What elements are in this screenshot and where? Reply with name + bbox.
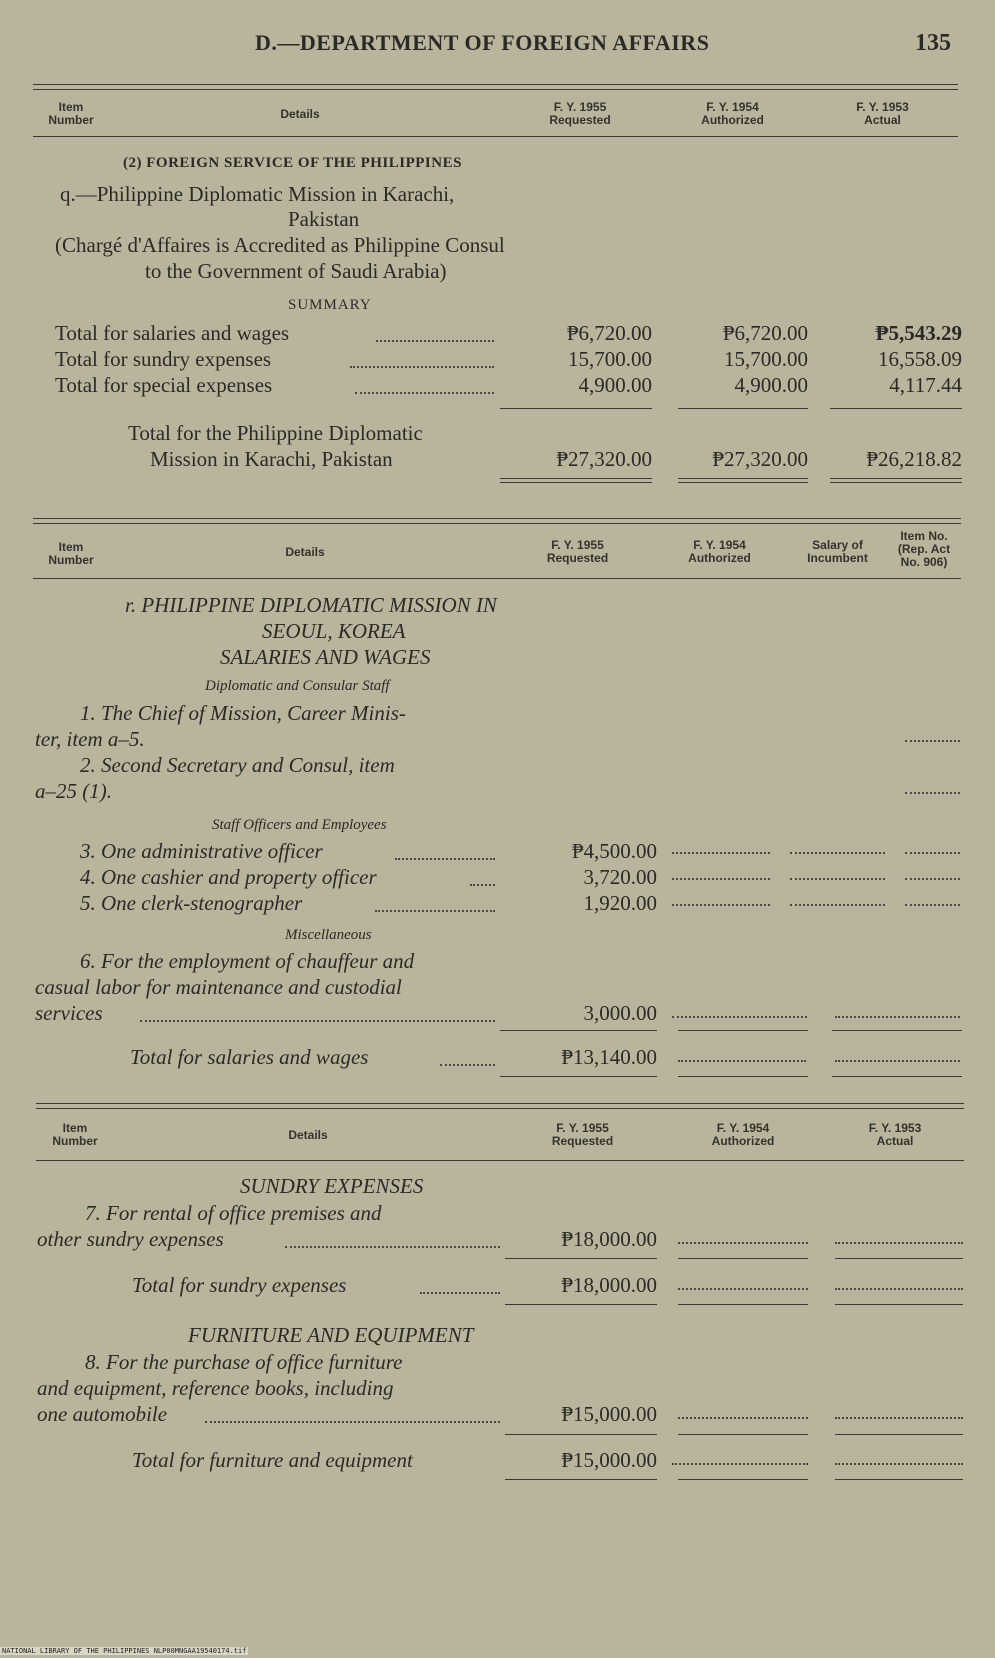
section-q-title-line2: Pakistan [288,207,360,231]
item3-amount: ₱4,500.00 [571,839,657,863]
leader-dots [835,1463,963,1465]
leader-dots [835,1242,963,1244]
total-rule [678,1479,808,1480]
item6-line1: 6. For the employment of chauffeur and [80,949,415,973]
subtotal-rule [832,1030,962,1031]
leader-dots [672,1016,807,1018]
summary-row-label: Total for salaries and wages [55,321,290,345]
item6-amount: 3,000.00 [583,1001,657,1025]
col-fy1953 [825,101,940,127]
col-item-no-line1: Item No. [900,529,948,543]
leader-dots [678,1417,808,1419]
item2-line1: 2. Second Secretary and Consul, item [80,753,395,777]
col-fy1954-line2: Authorized [711,1134,775,1148]
table1-header-rule [33,136,958,137]
leader-dots [375,910,495,912]
item1-line2: ter, item a–5. [35,727,145,751]
diplomatic-staff-heading: Diplomatic and Consular Staff [205,678,390,694]
item8-line3: one automobile [37,1402,168,1426]
col-item-no-rep-act [884,530,964,569]
section-q-note-line1: (Chargé d'Affaires is Accredited as Philippine Consul [55,233,505,257]
furniture-heading: FURNITURE AND EQUIPMENT [188,1323,474,1347]
header-rule-top [33,84,958,85]
leader-dots [420,1292,500,1294]
salaries-total-label: Total for salaries and wages [130,1045,369,1069]
col-item-number [36,541,106,567]
summary-amount: 4,900.00 [578,373,652,397]
summary-amount: 15,700.00 [724,347,808,371]
col-item-number-line1: Item [58,100,84,114]
col-item-number-line2: Number [52,1134,98,1148]
section-q-total-line2: Mission in Karachi, Pakistan [150,447,393,471]
summary-amount: ₱6,720.00 [566,321,652,345]
leader-dots [678,1060,806,1062]
sundry-heading: SUNDRY EXPENSES [240,1174,424,1198]
col-details: Details [285,545,325,559]
col-fy1955-line1: F. Y. 1955 [553,100,607,114]
col-fy1953 [840,1122,950,1148]
col-fy1954-line2: Authorized [701,113,764,127]
col-fy1953-line2: Actual [876,1134,914,1148]
table3-rule-top [36,1103,964,1104]
item6-line3: services [35,1001,103,1025]
col-details: Details [288,1128,328,1142]
col-fy1954-line1: F. Y. 1954 [693,538,746,552]
item7-line1: 7. For rental of office premises and [85,1201,382,1225]
col-salary-incumbent-line1: Salary of [812,538,863,552]
summary-row-label: Total for sundry expenses [55,347,272,371]
total-double-rule [678,478,808,483]
section-q-note-line2: to the Government of Saudi Arabia) [145,259,447,283]
subtotal-rule [500,1030,657,1031]
summary-amount: 4,900.00 [734,373,808,397]
miscellaneous-heading: Miscellaneous [285,927,372,943]
col-fy1954 [667,539,772,565]
summary-total-amount: ₱26,218.82 [866,447,962,471]
subtotal-rule [678,1434,808,1435]
section-q-title-line1: q.—Philippine Diplomatic Mission in Karachi, [60,182,455,206]
col-fy1954-line2: Authorized [688,551,751,565]
total-rule [500,1076,657,1077]
col-fy1953-line1: F. Y. 1953 [856,100,909,114]
col-fy1955-line2: Requested [546,551,609,565]
col-fy1955-line1: F. Y. 1955 [551,538,604,552]
total-rule [835,1479,963,1480]
item2-line2: a–25 (1). [35,779,112,803]
leader-dots [678,1288,808,1290]
leader-dots [678,1242,808,1244]
col-fy1955-line2: Requested [549,113,611,127]
leader-dots [470,884,495,886]
summary-amount: ₱6,720.00 [722,321,808,345]
item6-line2: casual labor for maintenance and custodial [35,975,402,999]
col-fy1955 [520,539,635,565]
leader-dots [835,1288,963,1290]
item8-line2: and equipment, reference books, including [37,1376,394,1400]
section-r-subheading: SALARIES AND WAGES [220,645,431,669]
leader-dots [905,878,960,880]
staff-officers-heading: Staff Officers and Employees [212,817,387,833]
col-item-number-line1: Item [58,540,84,554]
leader-dots [376,340,494,342]
item1-line1: 1. The Chief of Mission, Career Minis- [80,701,406,725]
sundry-total-amount: ₱18,000.00 [561,1273,657,1297]
leader-dots [205,1421,500,1423]
leader-dots [835,1417,963,1419]
sundry-total-label: Total for sundry expenses [132,1273,347,1297]
total-rule [832,1076,962,1077]
summary-row-label: Total for special expenses [55,373,273,397]
leader-dots [440,1064,495,1066]
leader-dots [790,878,885,880]
salaries-total-amount: ₱13,140.00 [561,1045,657,1069]
summary-total-amount: ₱27,320.00 [556,447,652,471]
col-fy1955 [525,1122,640,1148]
subtotal-rule [830,408,962,409]
item5-amount: 1,920.00 [583,891,657,915]
col-salary-incumbent [790,539,885,565]
col-fy1954-line1: F. Y. 1954 [706,100,759,114]
leader-dots [672,904,770,906]
leader-dots [790,852,885,854]
leader-dots [835,1060,960,1062]
table3-rule-top-2 [36,1108,964,1109]
item3-label: 3. One administrative officer [80,839,323,863]
header-rule-top-2 [33,89,958,90]
service-heading: (2) FOREIGN SERVICE OF THE PHILIPPINES [123,155,462,171]
leader-dots [395,858,495,860]
total-rule [835,1304,963,1305]
section-q-total-line1: Total for the Philippine Diplomatic [128,421,423,445]
total-rule [505,1304,657,1305]
table2-header-rule [33,578,961,579]
table2-rule-top [33,518,961,519]
item5-label: 5. One clerk-stenographer [80,891,303,915]
col-fy1954 [675,101,790,127]
leader-dots [355,392,494,394]
total-rule [678,1304,808,1305]
subtotal-rule [678,1258,808,1259]
section-r-title-line2: SEOUL, KOREA [262,619,406,643]
leader-dots [140,1020,495,1022]
col-fy1953-line1: F. Y. 1953 [868,1121,922,1135]
leader-dots [672,1463,808,1465]
col-fy1954-line1: F. Y. 1954 [716,1121,770,1135]
leader-dots [905,792,960,794]
page-title: D.—DEPARTMENT OF FOREIGN AFFAIRS [255,30,710,55]
total-double-rule [500,478,652,483]
scan-footer: NATIONAL LIBRARY OF THE PHILIPPINES NLP00MNGAA19540174.tif [2,1647,247,1655]
col-details: Details [280,107,320,121]
leader-dots [790,904,885,906]
col-item-number-line2: Number [48,113,94,127]
col-fy1955 [525,101,635,127]
col-item-no-line2: (Rep. Act [897,542,951,556]
col-fy1955-line1: F. Y. 1955 [556,1121,609,1135]
total-rule [678,1076,808,1077]
leader-dots [285,1246,500,1248]
leader-dots [905,904,960,906]
col-item-number [40,1122,110,1148]
subtotal-rule [678,408,808,409]
total-double-rule [830,478,962,483]
summary-amount: 15,700.00 [568,347,652,371]
subtotal-rule [505,1258,657,1259]
furniture-total-label: Total for furniture and equipment [132,1448,413,1472]
table2-rule-top-2 [33,523,961,524]
col-item-number-line1: Item [62,1121,88,1135]
subtotal-rule [835,1258,963,1259]
summary-total-amount: ₱27,320.00 [712,447,808,471]
subtotal-rule [678,1030,808,1031]
item8-amount: ₱15,000.00 [561,1402,657,1426]
item8-line1: 8. For the purchase of office furniture [85,1350,403,1374]
summary-amount: 4,117.44 [889,373,962,397]
col-fy1955-line2: Requested [551,1134,614,1148]
leader-dots [905,740,960,742]
subtotal-rule [505,1434,657,1435]
col-salary-incumbent-line2: Incumbent [807,551,868,565]
leader-dots [672,852,770,854]
item7-line2: other sundry expenses [37,1227,224,1251]
subtotal-rule [500,408,652,409]
col-item-number [36,101,106,127]
leader-dots [905,852,960,854]
leader-dots [835,1016,960,1018]
total-rule [505,1479,657,1480]
summary-amount: 16,558.09 [878,347,962,371]
col-fy1954 [688,1122,798,1148]
subtotal-rule [835,1434,963,1435]
col-item-no-line3: No. 906) [900,555,948,569]
section-r-title-line1: r. PHILIPPINE DIPLOMATIC MISSION IN [125,593,497,617]
furniture-total-amount: ₱15,000.00 [561,1448,657,1472]
summary-heading: SUMMARY [288,297,372,313]
page-number: 135 [915,30,951,56]
item4-label: 4. One cashier and property officer [80,865,377,889]
item7-amount: ₱18,000.00 [561,1227,657,1251]
summary-amount: ₱5,543.29 [875,321,962,345]
table3-header-rule [36,1160,964,1161]
leader-dots [350,366,494,368]
leader-dots [672,878,770,880]
item4-amount: 3,720.00 [583,865,657,889]
col-fy1953-line2: Actual [864,113,901,127]
col-item-number-line2: Number [48,553,94,567]
